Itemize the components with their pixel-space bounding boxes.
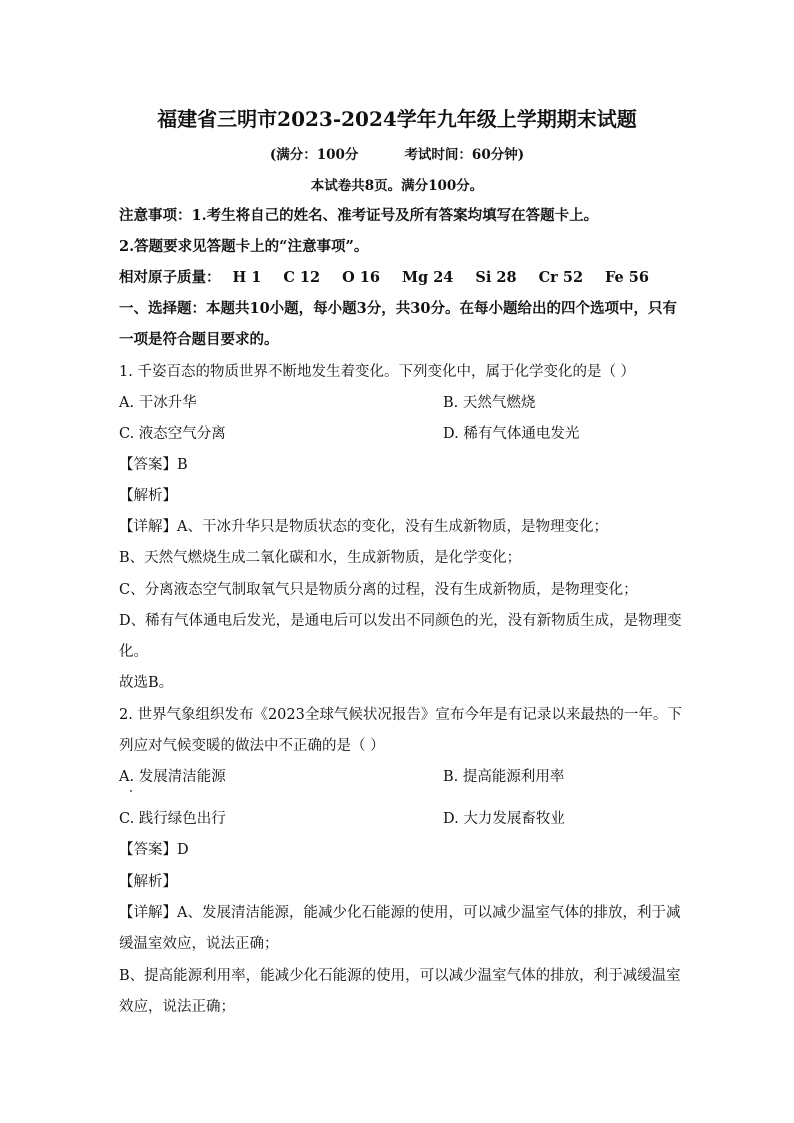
q2-option-b: B. 提高能源利用率 xyxy=(443,769,565,785)
stray-dot xyxy=(130,790,132,792)
q2-analysis-label: 【解析】 xyxy=(119,874,177,890)
q2-detail-line: 缓温室效应，说法正确； xyxy=(119,936,279,952)
q2-stem-line-1: 2. 世界气象组织发布《2023全球气候状况报告》宣布今年是有记录以来最热的一年。下 xyxy=(119,707,682,723)
paper-info: 本试卷共8页。满分100分。 xyxy=(310,178,484,194)
q2-answer: 【答案】D xyxy=(119,842,189,858)
atomic-mass-item: Mg 24 xyxy=(401,269,454,286)
exam-time: 考试时间：60分钟) xyxy=(404,147,525,163)
atomic-mass-item: H 1 xyxy=(232,269,262,286)
atomic-mass-item: O 16 xyxy=(342,269,380,286)
q2-stem-line-2: 列应对气候变暖的做法中不正确的是（ ） xyxy=(119,738,385,754)
section-heading-line-2: 一项是符合题目要求的。 xyxy=(119,331,279,348)
q2-option-c: C. 践行绿色出行 xyxy=(119,811,226,827)
q1-detail-line: D、稀有气体通电后发光，是通电后可以发出不同颜色的光，没有新物质生成，是物理变 xyxy=(119,613,682,629)
q1-option-c: C. 液态空气分离 xyxy=(119,426,226,442)
q1-detail-line: 故选B。 xyxy=(119,675,174,691)
page-title: 福建省三明市2023-2024学年九年级上学期期末试题 xyxy=(157,107,637,131)
q1-option-a: A. 干冰升华 xyxy=(119,395,197,411)
q2-option-d: D. 大力发展畜牧业 xyxy=(443,811,565,827)
q1-detail-line: C、分离液态空气制取氧气只是物质分离的过程，没有生成新物质，是物理变化； xyxy=(119,582,638,598)
q2-option-a: A. 发展清洁能源 xyxy=(119,769,226,785)
section-heading-line-1: 一、选择题：本题共10小题，每小题3分，共30分。在每小题给出的四个选项中，只有 xyxy=(119,300,677,317)
q1-detail-line: B、天然气燃烧生成二氧化碳和水，生成新物质，是化学变化； xyxy=(119,550,522,566)
exam-meta xyxy=(0,145,794,165)
q1-option-d: D. 稀有气体通电发光 xyxy=(443,426,580,442)
atomic-masses xyxy=(119,268,671,288)
q2-detail-line: 【详解】A、发展清洁能源，能减少化石能源的使用，可以减少温室气体的排放，利于减 xyxy=(119,905,681,921)
q1-stem: 1. 千姿百态的物质世界不断地发生着变化。下列变化中，属于化学变化的是（ ） xyxy=(119,364,636,380)
q1-answer: 【答案】B xyxy=(119,457,188,473)
atomic-mass-item: Cr 52 xyxy=(538,269,584,286)
atomic-mass-item: Fe 56 xyxy=(605,269,649,286)
atomic-mass-item: Si 28 xyxy=(475,269,517,286)
q2-detail-line: B、提高能源利用率，能减少化石能源的使用，可以减少温室气体的排放，利于减缓温室 xyxy=(119,968,681,984)
full-score: (满分：100分 xyxy=(269,147,359,163)
q1-detail-line: 化。 xyxy=(119,644,148,660)
q1-analysis-label: 【解析】 xyxy=(119,488,177,504)
atomic-masses-label: 相对原子质量： xyxy=(119,269,221,286)
q1-option-b: B. 天然气燃烧 xyxy=(443,395,536,411)
q2-detail-line: 效应，说法正确； xyxy=(119,999,235,1015)
atomic-mass-item: C 12 xyxy=(283,269,321,286)
notes-line-1: 注意事项：1.考生将自己的姓名、准考证号及所有答案均填写在答题卡上。 xyxy=(119,207,599,224)
notes-line-2: 2.答题要求见答题卡上的“注意事项”。 xyxy=(119,238,369,255)
q1-detail-line: 【详解】A、干冰升华只是物质状态的变化，没有生成新物质，是物理变化； xyxy=(119,519,608,535)
